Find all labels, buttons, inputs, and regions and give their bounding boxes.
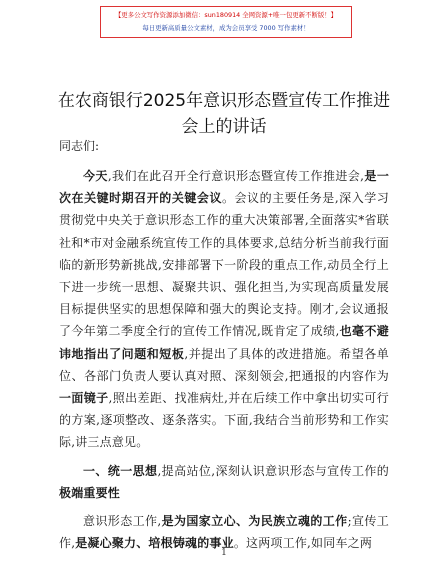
- bold-text: 是凝心聚力、培根铸魂的事业: [75, 536, 234, 551]
- paragraph-text: ,并提出了具体的改进措施。希望各单位、各部门负责人要认真对照、深刻领会,把通报的内容作为: [59, 346, 389, 383]
- section-heading-tail: 极端重要性: [59, 485, 121, 500]
- greeting: 同志们:: [59, 139, 100, 153]
- promo-banner: [100, 6, 352, 38]
- paragraph-text: 。这两项工作,如同车之两: [233, 536, 373, 551]
- paragraph-text: ,照出差距、找准病灶,并在后续工作中拿出切实可行的方案,逐项整改、逐条落实。下面,我结合当前形势和工作实际,讲三点意见。: [59, 391, 389, 450]
- paragraph-intro: [59, 165, 389, 454]
- promo-line-1: 【更多公文写作资源添加微信：sun180914 全网资源+唯一包更新不断版！】: [114, 11, 338, 19]
- promo-line-2: 每日更新高质量公文素材，成为会员享受 7000 写作素材！: [142, 24, 310, 32]
- bold-text: 是为国家立心、为民族立魂的工作: [161, 514, 348, 529]
- document-title: 在农商银行2025年意识形态暨宣传工作推进会上的讲话: [57, 91, 391, 137]
- paragraph-text: ,我们在此召开全行意识形态暨宣传工作推进会,: [107, 169, 365, 183]
- section-heading-1: [59, 460, 389, 504]
- bold-text: 也毫不避讳地指出了问题和短板: [59, 324, 389, 361]
- paragraph-text: ;宣传工作,: [59, 514, 389, 551]
- paragraph-text: 意识形态工作,: [83, 514, 162, 529]
- section-heading-label: 一、统一思想: [83, 463, 158, 478]
- document-body: [59, 135, 389, 554]
- section-heading-text: ,提高站位,深刻认识意识形态与宣传工作的: [157, 463, 390, 478]
- page-number: 1: [221, 548, 227, 558]
- bold-text: 一面镜子: [59, 391, 109, 406]
- bold-text: 今天: [83, 169, 108, 183]
- bold-text: 是一次在关键时期召开的关键会议: [59, 169, 390, 206]
- paragraph-text: 。会议的主要任务是,深入学习贯彻党中央关于意识形态工作的重大决策部署,全面落实*省联社和*市对金融系统宣传工作的具体要求,总结分析当前我行面临的新形势新挑战,安排部署下一阶段的重点工作,动员全行上下进一步统一思想、凝聚共识、强化担当,为实现高质量发展目标提供坚实的思想保障和强大的舆论支持。刚才,会议通报了今年第二季度全行的宣传工作情况,既肯定了成绩,: [59, 191, 389, 339]
